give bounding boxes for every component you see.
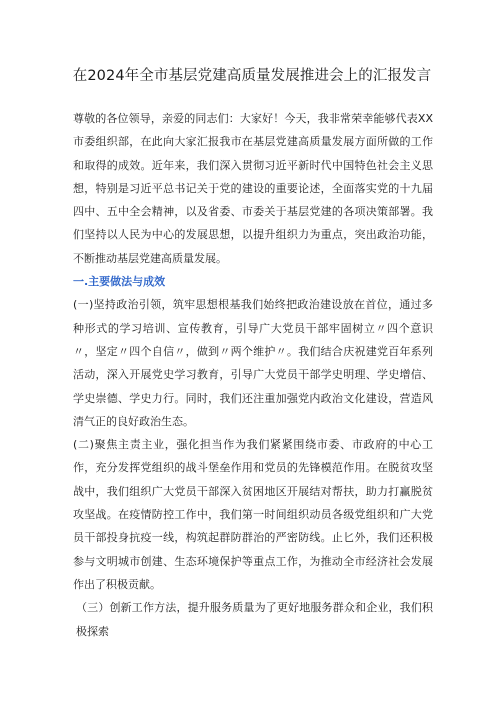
paragraph-political-leadership: (一)坚持政治引领，筑牢思想根基我们始终把政治建设放在首位，通过多种形式的学习培训、宣传教育，引导广大党员干部牢固树立〃四个意识〃，坚定〃四个自信〃，做到〃两个维护〃。我们结合庆祝建党百年系列活动，深入开展党史学习教育，引导广大党员干部学史明理、学史增信、学史崇德、学史力行。同时，我们还注重加强党内政治文化建设，营造风清气正的良好政治生态。 [73, 298, 433, 428]
document-body [73, 107, 433, 643]
paragraph-innovation: （三）创新工作方法，提升服务质量为了更好地服务群众和企业，我们积极探索 [76, 601, 433, 638]
document-title: 在2024年全市基层党建高质量发展推进会上的汇报发言 [72, 68, 432, 84]
section-heading: 一.主要做法与成效 [73, 275, 166, 289]
intro-paragraph: 尊敬的各位领导，亲爱的同志们：大家好！今天，我非常荣幸能够代表XX市委组织部，在此向大家汇报我市在基层党建高质量发展方面所做的工作和取得的成效。近年来，我们深入贯彻习近平新时代中国特色社会主义思想，特别是习近平总书记关于党的建设的重要论述，全面落实党的十九届四中、五中全会精神，以及省委、市委关于基层党建的各项决策部署。我们坚持以人民为中心的发展思想，以提升组织力为重点，突出政治功能，不断推动基层党建高质量发展。 [73, 112, 433, 265]
paragraph-main-responsibility: (二)聚焦主责主业，强化担当作为我们紧紧围绕市委、市政府的中心工作，充分发挥党组织的战斗堡垒作用和党员的先锋模范作用。在脱贫攻坚战中，我们组织广大党员干部深入贫困地区开展结对帮扶，助力打赢脱贫攻坚战。在疫情防控工作中，我们第一时间组织动员各级党组织和广大党员干部投身抗疫一线，构筑起群防群治的严密防线。止匕外，我们还积极参与文明城市创建、生态环境保护等重点工作，为推动全市经济社会发展作出了积极贡献。 [73, 438, 433, 591]
